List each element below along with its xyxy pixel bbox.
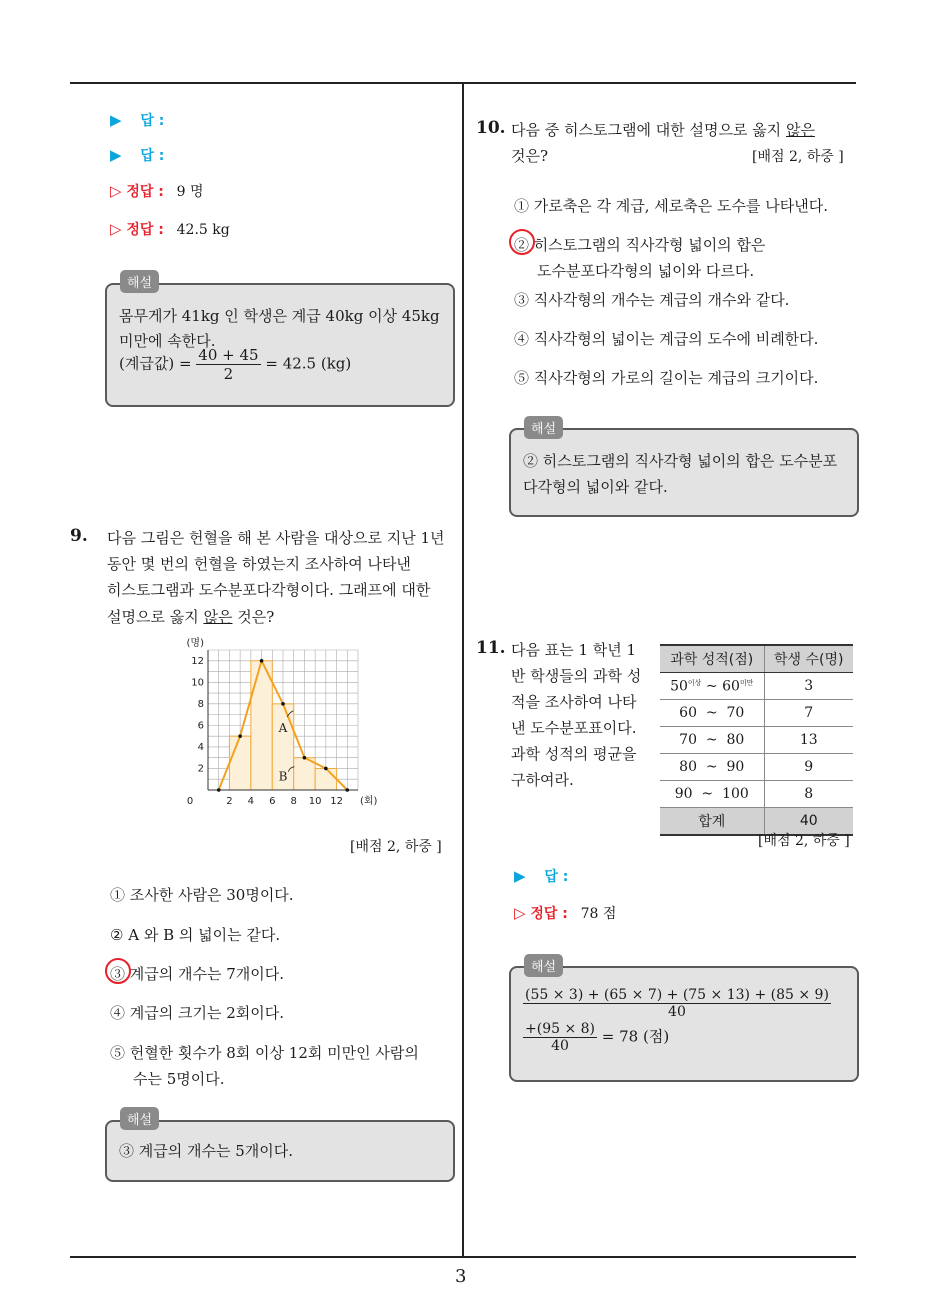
x-tick-label: 0 [186, 796, 194, 807]
question-line: 다음 표는 1 학년 1 [511, 641, 637, 659]
column-divider [462, 82, 464, 1258]
answer-label: 답 : [140, 113, 165, 129]
question-line: 것은? [511, 147, 549, 165]
option-2[interactable]: ② 히스토그램의 직사각형 넓이의 합은 [514, 236, 766, 254]
x-tick-label: 8 [290, 796, 297, 807]
annotation-label: A [278, 720, 288, 735]
polygon-point [345, 788, 349, 792]
y-tick-label: 12 [191, 655, 204, 667]
option-3[interactable]: ③ 계급의 개수는 7개이다. [110, 965, 285, 983]
score-label: [배점 2, 하중 ] [758, 833, 850, 849]
annotation-label: B [278, 769, 288, 784]
key-row [514, 903, 616, 923]
y-tick-label: 10 [191, 677, 204, 689]
option-3[interactable]: ③ 직사각형의 개수는 계급의 개수와 같다. [514, 291, 790, 309]
key-label: 정답 : [530, 906, 568, 922]
question-line: 히스토그램과 도수분포다각형이다. 그래프에 대한 [107, 581, 431, 599]
table-row: 80 ~ 90 9 [660, 754, 853, 781]
table-total-row: 합계 40 [660, 808, 853, 836]
option-5[interactable]: ⑤ 헌혈한 횟수가 8회 이상 12회 미만인 사람의 [110, 1044, 419, 1062]
bottom-rule [70, 1256, 856, 1258]
question-line: 구하여라. [511, 771, 574, 789]
score-label: [배점 2, 하중 ] [350, 839, 442, 855]
polygon-point [217, 788, 221, 792]
explanation-tag: 해설 [524, 416, 563, 439]
play-triangle-icon: ▶ [110, 146, 122, 164]
polygon-point [303, 756, 307, 760]
table-header: 과학 성적(점) [660, 645, 764, 673]
option-5-continued: 수는 5명이다. [133, 1070, 225, 1088]
explanation-formula: (계급값) = $\frac{40 + 45}{2}$ = 42.5 (kg) [119, 346, 352, 383]
answer-row-2 [110, 145, 164, 165]
histogram-chart [186, 636, 386, 808]
histogram-bar [229, 736, 250, 790]
answer-row-1 [110, 110, 164, 130]
explanation-line: 몸무게가 41kg 인 학생은 계급 40kg 이상 45kg [119, 307, 440, 325]
score-label: [배점 2, 하중 ] [752, 149, 844, 165]
key-value: 9 명 [176, 184, 204, 200]
x-tick-label: 2 [226, 796, 233, 807]
x-tick-label: 6 [269, 796, 276, 807]
explanation-formula-2: $\frac{+(95 \times 8)}{40}$ = 78 (점) [525, 1021, 670, 1054]
page-number: 3 [455, 1266, 467, 1287]
question-line: 동안 몇 번의 헌혈을 하였는지 조사하여 나타낸 [107, 555, 411, 573]
key-value: 78 점 [580, 906, 617, 922]
explanation-tag: 해설 [120, 270, 159, 293]
outline-triangle-icon: ▷ [514, 904, 526, 922]
question-line: 다음 그림은 헌혈을 해 본 사람을 대상으로 지난 1년 [107, 529, 445, 547]
question-line: 반 학생들의 과학 성 [511, 667, 642, 685]
explanation-line: 다각형의 넓이와 같다. [523, 478, 668, 496]
key-value: 42.5 kg [176, 222, 230, 238]
table-row: 60 ~ 70 7 [660, 700, 853, 727]
question-number: 10. [476, 118, 506, 138]
histogram-bar [315, 768, 336, 790]
option-2-continued: 도수분포다각형의 넓이와 다르다. [537, 262, 755, 280]
histogram-bar [251, 661, 272, 790]
key-label: 정답 : [126, 222, 164, 238]
question-line: 적을 조사하여 나타 [511, 693, 637, 711]
explanation-formula-1 [523, 987, 831, 1020]
answer-circle-mark [509, 229, 535, 255]
fraction: $\frac{+(95 \times 8)}{40}$ [525, 1021, 596, 1054]
option-2[interactable]: ② A 와 B 의 넓이는 같다. [110, 926, 281, 944]
option-1[interactable]: ① 조사한 사람은 30명이다. [110, 886, 294, 904]
answer-circle-mark [105, 958, 131, 984]
x-tick-label: 12 [330, 796, 343, 807]
x-tick-label: 10 [308, 796, 322, 807]
answer-label: 답 : [544, 869, 569, 885]
table-row: $50^{이상}$ ~ $60^{미만}$ 3 [660, 673, 853, 700]
outline-triangle-icon: ▷ [110, 220, 122, 238]
y-tick-label: 4 [197, 741, 204, 753]
answer-label: 답 : [140, 148, 165, 164]
y-tick-label: 8 [197, 698, 204, 710]
frequency-table [660, 644, 853, 836]
explanation-tag: 해설 [524, 954, 563, 977]
polygon-point [238, 734, 242, 738]
explanation-line: ② 히스토그램의 직사각형 넓이의 합은 도수분포 [523, 452, 838, 470]
question-line: 다음 중 히스토그램에 대한 설명으로 옳지 않은 [511, 121, 815, 139]
outline-triangle-icon: ▷ [110, 182, 122, 200]
answer-row [514, 866, 568, 886]
key-row-2 [110, 219, 230, 239]
y-tick-label: 2 [197, 763, 204, 775]
table-row: 90 ~ 100 8 [660, 781, 853, 808]
option-4[interactable]: ④ 계급의 크기는 2회이다. [110, 1004, 285, 1022]
question-line: 설명으로 옳지 않은 것은? [107, 608, 275, 626]
polygon-point [324, 767, 328, 771]
option-1[interactable]: ① 가로축은 각 계급, 세로축은 도수를 나타낸다. [514, 197, 828, 215]
fraction: $\frac{40 + 45}{2}$ [198, 346, 259, 383]
x-axis-label: (회) [360, 796, 378, 807]
option-4[interactable]: ④ 직사각형의 넓이는 계급의 도수에 비례한다. [514, 330, 819, 348]
key-label: 정답 : [126, 184, 164, 200]
question-line: 낸 도수분포표이다. [511, 719, 637, 737]
key-row-1 [110, 181, 204, 201]
option-5[interactable]: ⑤ 직사각형의 가로의 길이는 계급의 크기이다. [514, 369, 819, 387]
question-number: 11. [476, 638, 506, 658]
explanation-line: ③ 계급의 개수는 5개이다. [119, 1142, 294, 1160]
fraction: $\frac{(55 \times 3) + (65 \times 7) + (75 \times 13) + (85 \times 9)}{40}$ [525, 987, 829, 1020]
y-axis-label: (명) [186, 638, 204, 649]
question-line: 과학 성적의 평균을 [511, 745, 637, 763]
explanation-line: 미만에 속한다. [119, 332, 216, 350]
table-row: 70 ~ 80 13 [660, 727, 853, 754]
play-triangle-icon: ▶ [110, 111, 122, 129]
polygon-point [281, 702, 285, 706]
table-header: 학생 수(명) [764, 645, 853, 673]
explanation-tag: 해설 [120, 1107, 159, 1130]
y-tick-label: 6 [197, 720, 204, 732]
question-number: 9. [70, 526, 88, 546]
polygon-point [260, 659, 264, 663]
play-triangle-icon: ▶ [514, 867, 526, 885]
explanation-box-q10 [509, 428, 859, 517]
x-tick-label: 4 [247, 796, 255, 807]
